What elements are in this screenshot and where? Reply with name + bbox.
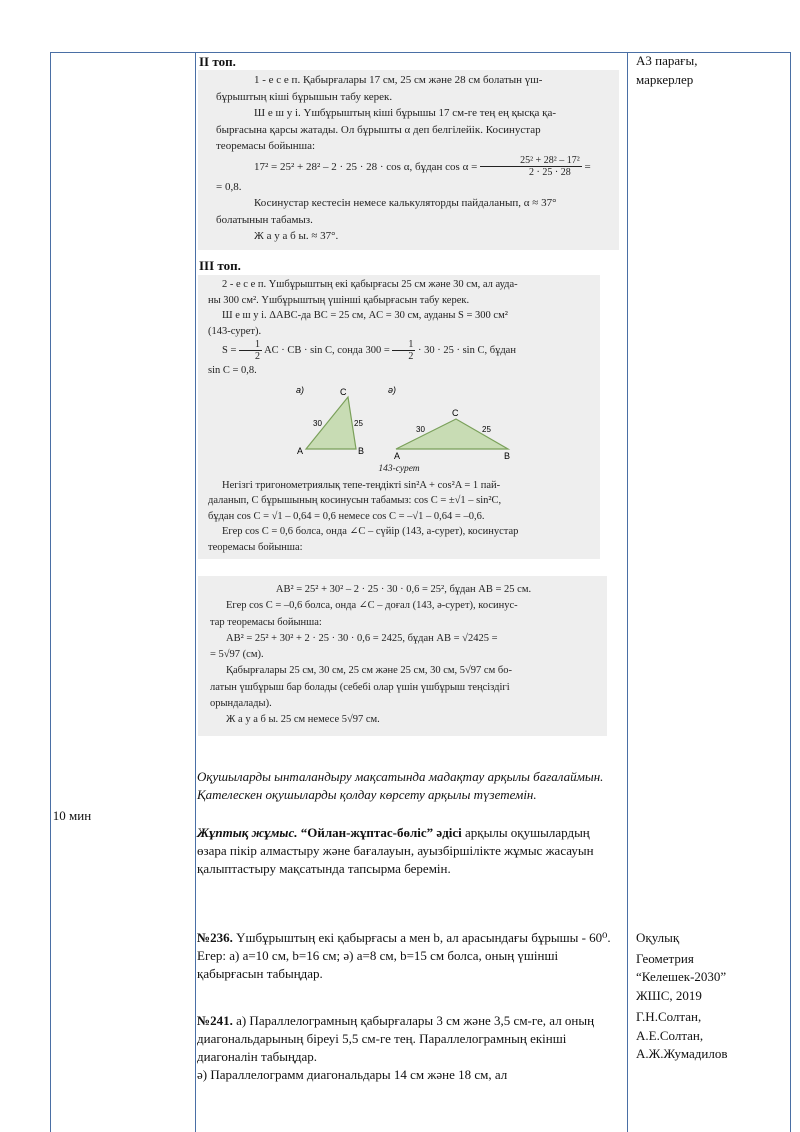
- formula-part: · 30 · 25 · sin C, бұдан: [417, 345, 516, 356]
- fraction-numerator: 1: [239, 339, 262, 351]
- figure-a-label: а): [296, 384, 305, 395]
- half-fraction: [392, 339, 415, 362]
- text-line: (143-сурет).: [208, 325, 262, 337]
- group3-continuation-image: [198, 576, 607, 736]
- table-right-border: [790, 53, 791, 1132]
- fraction-numerator: 1: [392, 339, 415, 351]
- task-text-continued: ә) Параллелограмм диагональдары 14 см және 18 см, ал: [197, 1067, 508, 1082]
- text-line: Қабырғалары 25 см, 30 см, 25 см және 25 см, 30 см, 5√97 см бо-: [226, 665, 512, 677]
- half-fraction: [239, 339, 262, 362]
- text-line: болатынын табамыз.: [216, 213, 313, 226]
- fraction-denominator: 2 · 25 · 28: [529, 167, 571, 179]
- figure-caption: 143-сурет: [378, 464, 420, 474]
- pair-work-method: “Ойлан-жұптас-бөліс” әдісі: [300, 825, 462, 840]
- group3-title: ІІІ топ.: [199, 258, 241, 273]
- cosine-formula: [216, 155, 609, 179]
- side-25-label: 25: [354, 418, 363, 428]
- triangles-figure-143: [208, 379, 590, 461]
- resource-line: Оқулық: [636, 930, 680, 945]
- side-25-label: 25: [482, 424, 491, 434]
- text-line: бырғасына қарсы жатады. Ол бұрышты α деп белгілейік. Косинустар: [216, 123, 541, 136]
- fraction-denominator: 2: [408, 351, 414, 363]
- text-line: теоремасы бойынша:: [216, 140, 316, 152]
- side-30-label: 30: [313, 418, 322, 428]
- vertex-a-label: A: [394, 450, 401, 461]
- resource-line: ЖШС, 2019: [636, 987, 702, 1003]
- text-line: латын үшбұрыш бар болады (себебі олар үшін үшбұрыш теңсіздігі: [210, 681, 510, 693]
- column-divider-2: [627, 53, 628, 1132]
- obtuse-triangle: [396, 419, 508, 449]
- group2-problem-image: [198, 70, 619, 250]
- task-number: №236.: [197, 930, 233, 945]
- text-line: AB² = 25² + 30² – 2 · 25 · 30 · 0,6 = 25², бұдан AB = 25 см.: [275, 584, 532, 595]
- pair-work-description: арқылы оқушылардың өзара пікір алмастыру және бағалауын, ауызбіршілікте жұмыс жасауын қалыптастыру мақсатында тапсырма беремін.: [197, 825, 594, 876]
- formula-equals: =: [584, 160, 591, 173]
- text-line: sin C = 0,8.: [208, 365, 257, 376]
- formula-fraction: [480, 155, 582, 178]
- task-number: №241.: [197, 1013, 233, 1028]
- text-line: Егер cos C = –0,6 болса, онда ∠C – доғал (143, ә-сурет), косинус-: [226, 600, 518, 612]
- text-line: Негізгі тригонометриялық тепе-теңдікті sin²A + cos²A = 1 пай-: [222, 479, 501, 491]
- text-line: ны 300 см². Үшбұрыштың үшінші қабырғасын табу керек.: [208, 294, 470, 306]
- resource-line: Геометрия: [636, 950, 694, 966]
- fraction-numerator: 25² + 28² – 17²: [480, 155, 582, 167]
- side-30-label: 30: [416, 424, 425, 434]
- resource-line: Г.Н.Солтан,: [636, 1009, 702, 1024]
- vertex-b-label: B: [358, 445, 365, 456]
- assessment-text: Оқушыларды ынталандыру мақсатында мадақтау арқылы бағалаймын. Қателескен оқушыларды қолдау көрсету арқылы түзетемін.: [197, 769, 604, 802]
- text-line: = 5√97 (см).: [210, 649, 264, 661]
- task-text: Үшбұрыштың екі қабырғасы a мен b, ал арасындағы бұрышы - 60⁰. Егер: а) a=10 см, b=16 см; ә) a=8 см, b=15 см болса, оның үшінші қабырғасын табыңдар.: [197, 930, 611, 981]
- pair-work-label: Жұптық жұмыс.: [197, 825, 298, 840]
- text-line: AB² = 25² + 30² + 2 · 25 · 30 · 0,6 = 2425, бұдан AB = √2425 =: [226, 632, 498, 644]
- resource-line: А.Ж.Жумадилов: [636, 1046, 728, 1061]
- vertex-a-label: A: [297, 445, 304, 456]
- text-line: 2 - е с е п. Үшбұрыштың екі қабырғасы 25 см және 30 см, ал ауда-: [222, 279, 518, 290]
- resource-line: маркерлер: [636, 71, 694, 87]
- column-divider-1: [195, 53, 196, 1132]
- answer-line: Ж а у а б ы. 25 см немесе 5√97 см.: [226, 714, 380, 726]
- figure-b-label: ә): [388, 384, 397, 395]
- formula-part: AC · CB · sin C, сонда 300 =: [264, 345, 390, 356]
- resource-line: “Келешек-2030”: [636, 969, 727, 984]
- time-cell: 10 мин: [52, 808, 92, 823]
- text-line: даланып, C бұрышының косинусын табамыз: cos C = ±√1 – sin²C,: [208, 495, 502, 506]
- text-line: Косинустар кестесін немесе калькуляторды пайдаланып, α ≈ 37°: [254, 197, 557, 209]
- vertex-c-label: C: [340, 386, 347, 397]
- text-line: теоремасы бойынша:: [208, 541, 303, 553]
- resources-bottom: [636, 929, 727, 1064]
- text-line: Ш е ш у і. ΔABC-да BC = 25 см, AC = 30 см, ауданы S = 300 см²: [222, 310, 508, 321]
- task-236: [197, 929, 623, 983]
- group3-problem-image: [198, 275, 600, 559]
- text-line: 1 - е с е п. Қабырғалары 17 см, 25 см және 28 см болатын үш-: [254, 74, 543, 86]
- task-241: [197, 1012, 623, 1084]
- text-line: Ш е ш у і. Үшбұрыштың кіші бұрышы 17 см-ге тең ең қысқа қа-: [254, 107, 557, 119]
- text-line: тар теоремасы бойынша:: [210, 616, 322, 628]
- text-line: бұдан cos C = √1 – 0,64 = 0,6 немесе cos C = –√1 – 0,64 = –0,6.: [208, 510, 485, 522]
- text-line: орындалады).: [210, 698, 272, 710]
- fraction-denominator: 2: [255, 351, 261, 363]
- resources-top: [636, 52, 697, 89]
- formula-left: 17² = 25² + 28² – 2 · 25 · 28 · cos α, бұдан cos α =: [254, 160, 478, 173]
- resource-line: А.Е.Солтан,: [636, 1027, 704, 1043]
- text-line: = 0,8.: [216, 180, 242, 193]
- vertex-b-label: B: [504, 450, 511, 461]
- pair-work-block: [197, 824, 621, 878]
- resource-line: А3 парағы,: [636, 53, 698, 68]
- vertex-c-label: C: [452, 407, 459, 418]
- formula-part: S =: [222, 345, 237, 356]
- answer-line: Ж а у а б ы. ≈ 37°.: [254, 230, 339, 242]
- group2-title: ІІ топ.: [199, 54, 236, 69]
- text-line: бұрыштың кіші бұрышын табу керек.: [216, 90, 393, 103]
- task-text: а) Параллелограмның қабырғалары 3 см және 3,5 см-ге, ал оның диагональдарының біреуі 5,5 см-ге тең. Параллелограмның екінші диагоналін табыңдар.: [197, 1013, 595, 1064]
- text-line: Егер cos C = 0,6 болса, онда ∠C – сүйір (143, а-сурет), косинустар: [222, 526, 519, 537]
- area-formula: [208, 339, 590, 363]
